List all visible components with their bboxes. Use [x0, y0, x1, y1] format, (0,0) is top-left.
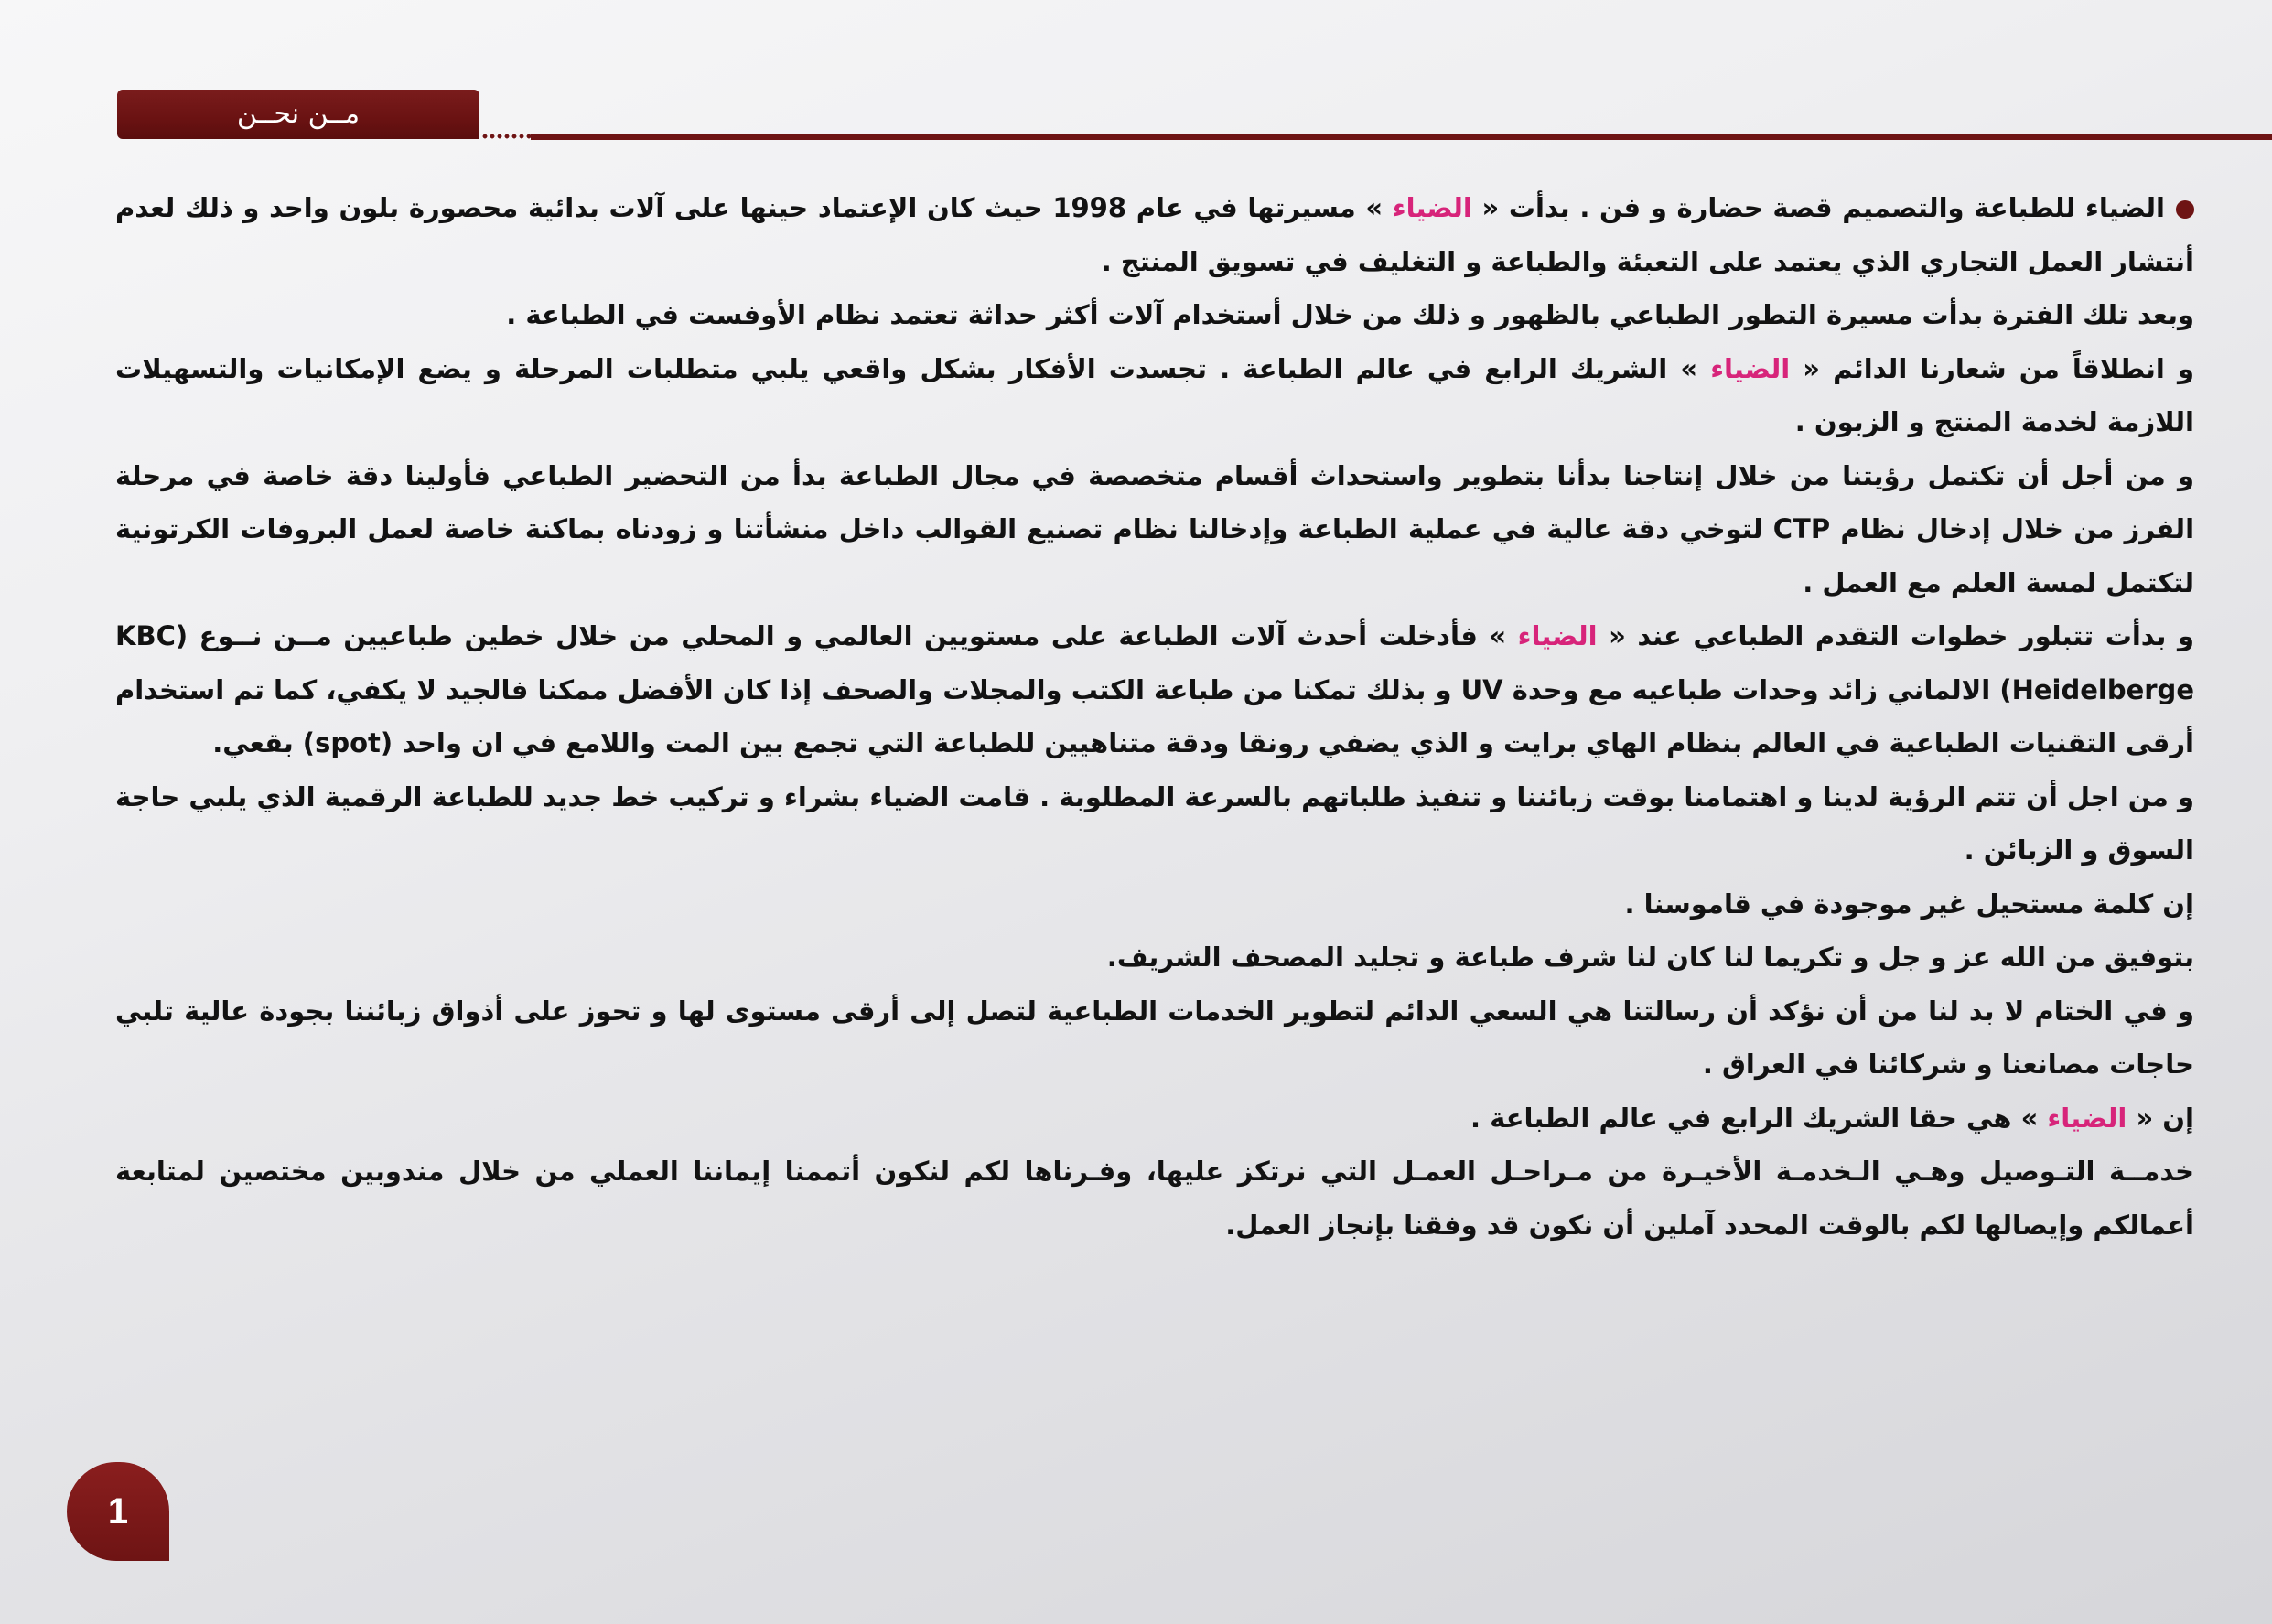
paragraph-slogan-after: » الشريك الرابع في عالم الطباعة . تجسدت الأفكار بشكل واقعي يلبي متطلبات المرحلة و يضع الإمكانيات والتسهيلات اللازمة لخدمة المنتج و الزبون .	[115, 352, 2194, 437]
paragraph-intro-before: الضياء للطباعة والتصميم قصة حضارة و فن . بدأت «	[1471, 192, 2165, 223]
paragraph-impossible: إن كلمة مستحيل غير موجودة في قاموسنا .	[1624, 887, 2194, 920]
paragraph-partner	[115, 1092, 2194, 1145]
paragraph-slogan-before: و انطلاقاً من شعارنا الدائم «	[1790, 352, 2194, 384]
paragraph-mission: و في الختام لا بد لنا من أن نؤكد أن رسالتنا هي السعي الدائم لتطوير الخدمات الطباعية لتصل إلى أرقى مستوى لها و تحوز على أذواق زبائننا بجودة عالية تلبي حاجات مصانعنا و شركائنا في العراق .	[115, 995, 2194, 1080]
brand-name: الضياء	[1710, 352, 1791, 384]
paragraph-digital: و من اجل أن تتم الرؤية لدينا و اهتمامنا بوقت زبائننا و تنفيذ طلباتهم بالسرعة المطلوبة . قامت الضياء بشراء و تركيب خط جديد للطباعة الرقمية الذي يلبي حاجة السوق و الزبائن .	[115, 780, 2194, 866]
paragraph-delivery: خدمــة التـوصيل وهـي الـخدمـة الأخيـرة من مـراحـل العمـل التي نرتكز عليها، وفـرناها لكم لنكون أتممنا إيماننا العملي من خلال مندوبين مختصين لمتابعة أعمالكم وإيصالها لكم بالوقت المحدد آملين أن نكون قد وفقنا بإنجاز العمل.	[115, 1156, 2194, 1241]
paragraph-partner-before: إن «	[2127, 1102, 2194, 1134]
paragraph-quran: بتوفيق من الله عز و جل و تكريما لنا كان لنا شرف طباعة و تجليد المصحف الشريف.	[1106, 941, 2194, 973]
brand-name: الضياء	[1392, 192, 1472, 223]
paragraph-offset: وبعد تلك الفترة بدأت مسيرة التطور الطباعي بالظهور و ذلك من خلال أستخدام آلات أكثر حداثة تعتمد نظام الأوفست في الطباعة .	[506, 299, 2194, 330]
section-title-tab: مــن نحــن	[117, 90, 479, 139]
paragraph-presses-before: و بدأت تتبلور خطوات التقدم الطباعي عند «	[1597, 620, 2194, 651]
paragraph-intro-after: » مسيرتها في عام 1998 حيث كان الإعتماد حينها على آلات بدائية محصورة بلون واحد و ذلك لعدم أنتشار العمل التجاري الذي يعتمد على التعبئة والطباعة و التغليف في تسويق المنتج .	[115, 192, 2194, 277]
paragraph-partner-after: » هي حقا الشريك الرابع في عالم الطباعة .	[1470, 1102, 2048, 1134]
brand-name: الضياء	[1517, 620, 1598, 651]
bullet-icon	[2176, 200, 2194, 219]
paragraph-presses	[115, 609, 2194, 770]
paragraph-slogan	[115, 342, 2194, 449]
paragraph-prepress: و من أجل أن تكتمل رؤيتنا من خلال إنتاجنا بدأنا بتطوير واستحداث أقسام متخصصة في مجال الطباعة بدأ من التحضير الطباعي فأولينا دقة خاصة في مرحلة الفرز من خلال إدخال نظام CTP لتوخي دقة عالية في عملية الطباعة وإدخالنا نظام تصنيع القوالب داخل منشأتنا و زودناه بماكنة خاصة لعمل البروفات الكرتونية لتكتمل لمسة العلم مع العمل .	[115, 459, 2195, 598]
header-rule	[531, 134, 2272, 140]
page-number-badge: 1	[67, 1462, 169, 1561]
brand-name: الضياء	[2047, 1102, 2127, 1134]
about-us-body	[115, 181, 2194, 1261]
paragraph-intro	[115, 181, 2194, 288]
paragraph-presses-after: » فأدخلت أحدث آلات الطباعة على مستويين العالمي و المحلي من خلال خطين طباعيين مــن نــوع (KBC Heidelberge) الالماني زائد وحدات طباعيه مع وحدة UV و بذلك تمكنا من طباعة الكتب والمجلات والصحف إذا كان الأفضل ممكنا فالجيد لا يكفي، كما تم استخدام أرقى التقنيات الطباعية في العالم بنظام الهاي برايت و الذي يضفي رونقا ودقة متناهيين للطباعة التي تجمع بين المت واللامع في ان واحد (spot) بقعي.	[115, 620, 2194, 758]
header-dotted-accent	[481, 134, 533, 139]
